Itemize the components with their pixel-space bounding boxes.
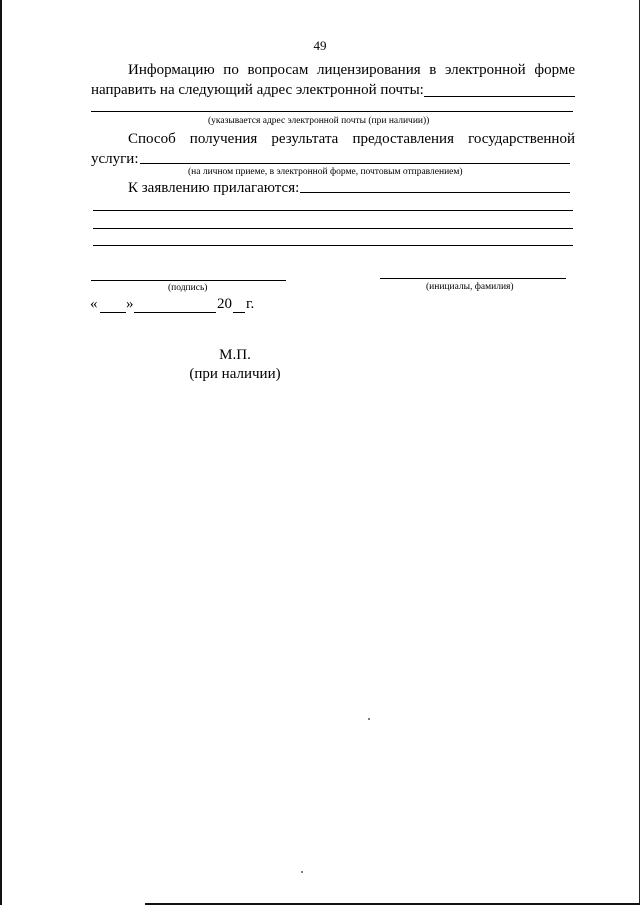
attachments-input-line[interactable] [300,192,570,193]
attachments-line-3[interactable] [93,228,573,229]
date-year-prefix: 20 [217,296,232,312]
email-info-line2: направить на следующий адрес электронной почты: [91,82,424,98]
email-input-line[interactable] [424,96,575,97]
signature-line[interactable] [91,280,286,281]
attachments-line-4[interactable] [93,245,573,246]
page-number: 49 [313,38,327,53]
stamp-mp: М.П. [219,347,251,363]
date-year-suffix: г. [246,296,255,312]
name-line[interactable] [380,278,566,279]
result-method-prefix: услуги: [91,151,139,167]
result-method-input-line[interactable] [140,163,570,164]
date-open-quote: « [90,296,98,312]
date-close-quote: » [126,296,134,312]
stamp-block [170,346,300,384]
date-year-line[interactable] [233,312,245,313]
attachments-line-2[interactable] [93,210,573,211]
name-caption: (инициалы, фамилия) [426,282,514,292]
email-info-line1: Информацию по вопросам лицензирования в электронной форме [128,62,575,78]
result-method-caption: (на личном приеме, в электронной форме, почтовым отправлением) [188,167,463,177]
signature-caption: (подпись) [168,283,208,293]
date-month-line[interactable] [134,312,216,313]
date-day-line[interactable] [100,312,126,313]
scan-speck [368,718,370,720]
email-caption: (указывается адрес электронной почты (при наличии)) [208,116,430,126]
result-method-line1: Способ получения результата предоставления государственной [128,131,575,147]
attachments-label: К заявлению прилагаются: [128,180,300,196]
stamp-note: (при наличии) [189,366,281,382]
scan-border-left [0,0,2,905]
email-input-line-2[interactable] [91,111,573,112]
scan-speck [301,871,303,873]
